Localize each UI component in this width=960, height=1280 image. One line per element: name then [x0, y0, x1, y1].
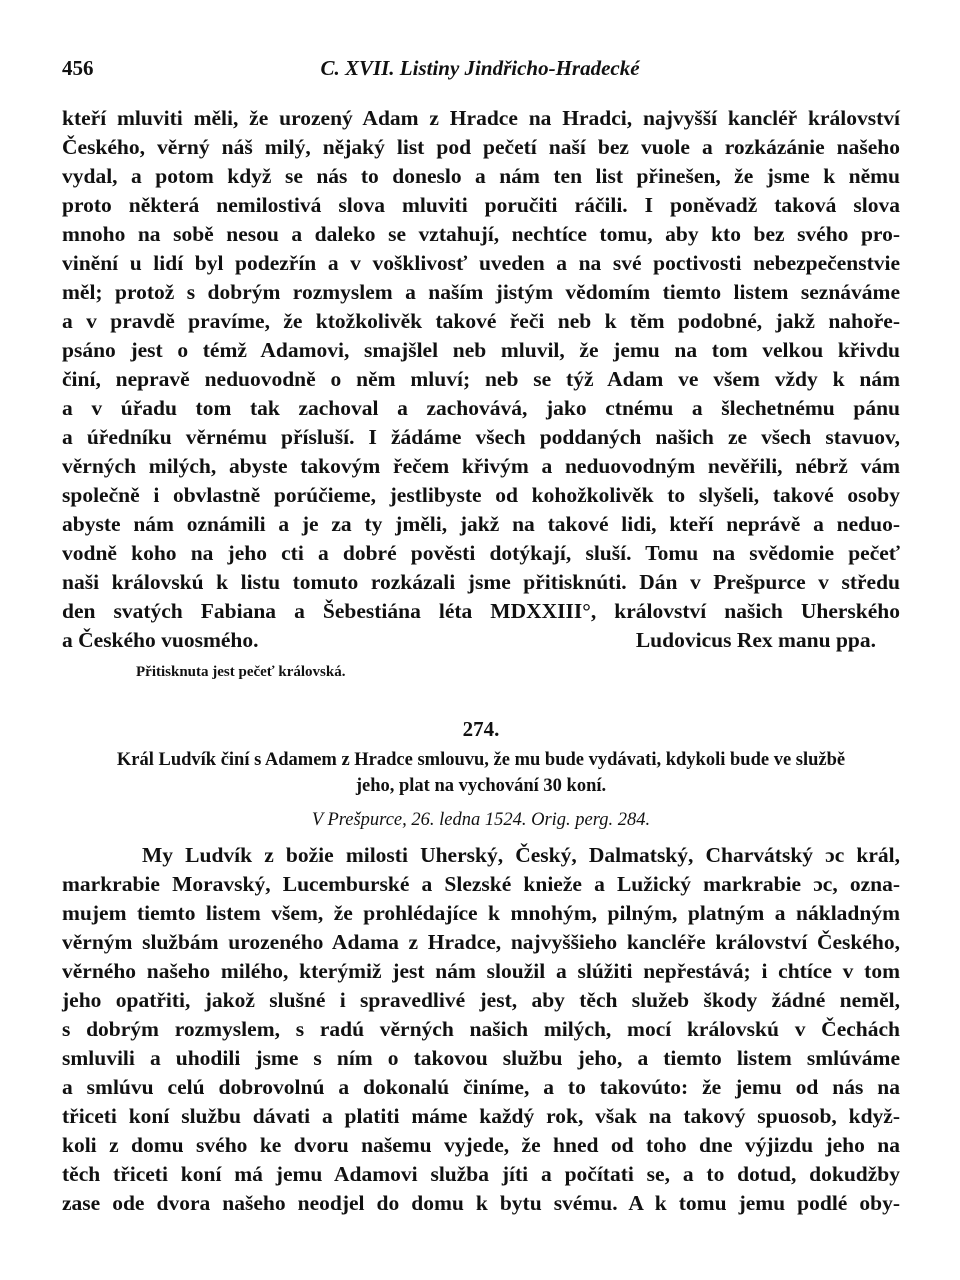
- text-line: Českého, věrný náš milý, nějaký list pod pečetí naší bez vuole a rozkázánie našeho: [62, 135, 900, 159]
- document-273-text: [62, 104, 900, 685]
- text-line: psáno jest o témž Adamovi, smajšlel neb mluvil, že jemu na tom velkou křivdu: [62, 338, 900, 362]
- royal-signature: Ludovicus Rex manu ppa.: [635, 628, 876, 652]
- text-line: měl; protož s dobrým rozmyslem a naším jistým vědomím tiemto listem seznáváme: [62, 280, 900, 304]
- text-line: vodně koho na jeho cti a dobré pověsti dotýkají, sluší. Tomu na svědomie pečeť: [62, 541, 900, 565]
- text-line: smluvili a uhodili jsme s ním o takovou službu jeho, a tiemto listem smlúváme: [62, 1046, 900, 1070]
- text-line: společně i obvlastně porúčieme, jestlibyste od kohožkolivěk to slyšeli, takové osoby: [62, 483, 900, 507]
- seal-note: Přitisknuta jest pečeť královská.: [136, 664, 346, 680]
- text-line: těch třiceti koní má jemu Adamovi služba jíti a počítati se, a to dotud, dokudžby: [62, 1162, 900, 1186]
- text-line: kteří mluviti měli, že urozený Adam z Hradce na Hradci, najvyšší kancléř království: [62, 106, 900, 130]
- closing-date-text: a Českého vuosmého.: [62, 628, 259, 652]
- text-line: činí, nepravě neduovodně o něm mluví; neb se týž Adam ve všem vždy k nám: [62, 367, 900, 391]
- text-line: třiceti koní službu dávati a platiti máme každý rok, však na takový spuosob, když-: [62, 1104, 900, 1128]
- page-number: 456: [62, 56, 94, 80]
- regest-line: Král Ludvík činí s Adamem z Hradce smlouvu, že mu bude vydávati, kdykoli bude ve službě: [116, 750, 846, 770]
- text-line: zase ode dvora našeho neodjel do domu k bytu svému. A k tomu jemu podlé oby-: [62, 1191, 900, 1215]
- text-line: věrného našeho milého, kterýmiž jest nám sloužil a slúžiti nepřestává; i chtíce v tom: [62, 959, 900, 983]
- text-line: koli z domu svého ke dvoru našemu vyjede, že hned od toho dne výjizdu jeho na: [62, 1133, 900, 1157]
- text-line: markrabie Moravský, Lucemburské a Slezské knieže a Lužický markrabie ɔc, ozna-: [62, 872, 900, 896]
- text-line: abyste nám oznámili a je za ty jměli, jakž na takové lidi, kteří neprávě a neduo-: [62, 512, 900, 536]
- text-line: mnoho na sobě nesou a daleko se vztahují, nechtíce tomu, aby kto bez svého pro-: [62, 222, 900, 246]
- text-line: věrným službám urozeného Adama z Hradce, najvyššieho kancléře království Českého,: [62, 930, 900, 954]
- text-line: jeho opatřiti, jakož slušné i spravedlivé jest, aby těch služeb škody žádné neměl,: [62, 988, 900, 1012]
- document-regest: [62, 747, 900, 799]
- text-line: vinění u lidí byl podezřín a v vošklivosť uveden a na své poctivosti nebezpečenstvie: [62, 251, 900, 275]
- closing-line: [62, 626, 900, 655]
- page-content: [62, 104, 900, 1218]
- document-dateline: V Prešpurce, 26. ledna 1524. Orig. perg. 284.: [311, 810, 651, 830]
- text-line: a v pravdě pravíme, že ktožkolivěk takové řeči neb k těm podobné, jakž nahoře-: [62, 309, 900, 333]
- text-line: den svatých Fabiana a Šebestiána léta MDXXIII°, království našich Uherského: [62, 599, 900, 623]
- text-line: a smlúvu celú dobrovolnú a dokonalú činíme, a to takovúto: že jemu od nás na: [62, 1075, 900, 1099]
- text-line: s dobrým rozmyslem, s radú věrných našich milých, mocí královskú v Čechách: [62, 1017, 900, 1041]
- text-line: My Ludvík z božie milosti Uherský, Český, Dalmatský, Charvátský ɔc král,: [142, 843, 900, 867]
- text-line: a úředníku věrnému přísluší. I žádáme všech poddaných našich ze všech stavuov,: [62, 425, 900, 449]
- text-line: naši královskú k listu tomuto rozkázali jsme přitisknúti. Dán v Prešpurce v středu: [62, 570, 900, 594]
- text-line: vydal, a potom když se nás to doneslo a nám ten list přinešen, že jsme k němu: [62, 164, 900, 188]
- text-line: věrných milých, abyste takovým řečem křivým a neduovodným nevěřili, nébrž vám: [62, 454, 900, 478]
- page-header: [62, 56, 898, 90]
- running-title: C. XVII. Listiny Jindřicho-Hradecké: [320, 56, 640, 80]
- regest-line: jeho, plat na vychování 30 koní.: [355, 776, 607, 796]
- text-line: a v úřadu tom tak zachoval a zachovává, jako ctnému a šlechetnému pánu: [62, 396, 900, 420]
- document-number: 274.: [462, 717, 500, 741]
- text-line: proto některá nemilostivá slova mluviti poručiti ráčili. I poněvadž taková slova: [62, 193, 900, 217]
- text-line: mujem tiemto listem všem, že prohlédajíce k mnohým, pilným, platným a nákladným: [62, 901, 900, 925]
- document-274-text: [62, 841, 900, 1218]
